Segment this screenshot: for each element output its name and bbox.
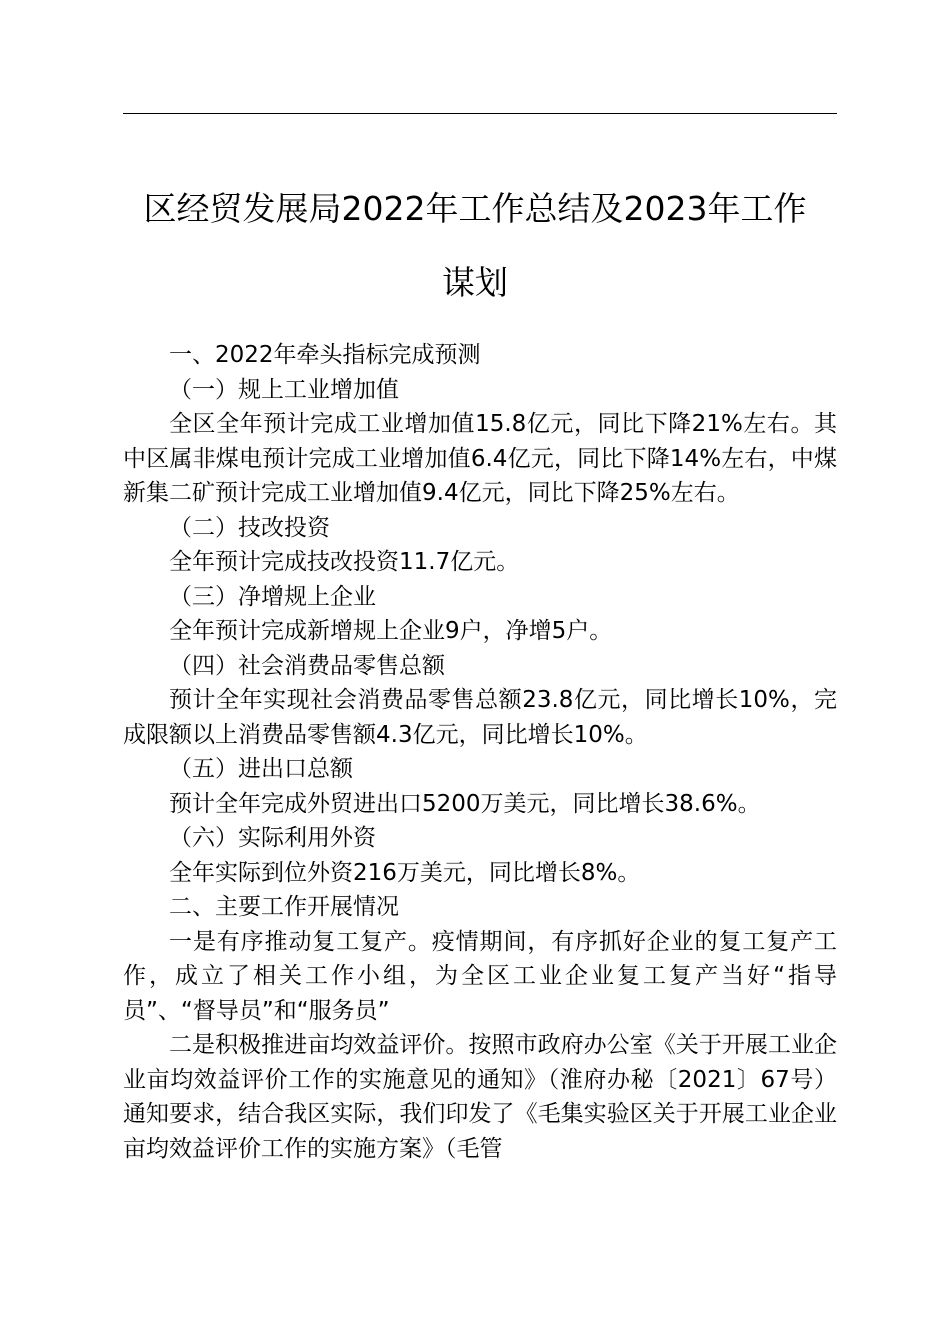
document-body (123, 338, 837, 1166)
subheading-6: （六）实际利用外资 (169, 825, 376, 851)
paragraph-5: 预计全年完成外贸进出口5200万美元，同比增长38.6%。 (169, 790, 761, 817)
paragraph-8: 二是积极推进亩均效益评价。按照市政府办公室《关于开展工业企业亩均效益评价工作的实施意见的通知》（淮府办秘〔2021〕67号）通知要求，结合我区实际，我们印发了《毛集实验区关于开展工业企业亩均效益评价工作的实施方案》（毛管 (123, 1032, 837, 1162)
paragraph-7: 一是有序推动复工复产。疫情期间，有序抓好企业的复工复产工作，成立了相关工作小组，为全区工业企业复工复产当好“指导员”、“督导员”和“服务员” (123, 928, 837, 1024)
section-heading-1: 一、2022年牵头指标完成预测 (169, 342, 481, 368)
section-heading-2: 二、主要工作开展情况 (169, 894, 399, 920)
paragraph-6: 全年实际到位外资216万美元，同比增长8%。 (169, 859, 641, 886)
title-line-1: 区经贸发展局2022年工作总结及2023年工作 (143, 189, 807, 228)
subheading-1: （一）规上工业增加值 (169, 376, 399, 403)
title-line-2: 谋划 (442, 263, 508, 302)
subheading-2: （二）技改投资 (169, 514, 330, 541)
header-rule (123, 113, 837, 114)
paragraph-1: 全区全年预计完成工业增加值15.8亿元，同比下降21%左右。其中区属非煤电预计完成工业增加值6.4亿元，同比下降14%左右，中煤新集二矿预计完成工业增加值9.4亿元，同比下降25%左右。 (123, 411, 837, 506)
subheading-3: （三）净增规上企业 (169, 583, 376, 610)
subheading-4: （四）社会消费品零售总额 (169, 652, 445, 679)
subheading-5: （五）进出口总额 (169, 756, 353, 782)
document-title (100, 172, 850, 320)
paragraph-3: 全年预计完成新增规上企业9户，净增5户。 (169, 618, 613, 644)
paragraph-4: 预计全年实现社会消费品零售总额23.8亿元，同比增长10%，完成限额以上消费品零售额4.3亿元，同比增长10%。 (123, 687, 837, 748)
paragraph-2: 全年预计完成技改投资11.7亿元。 (169, 549, 520, 575)
